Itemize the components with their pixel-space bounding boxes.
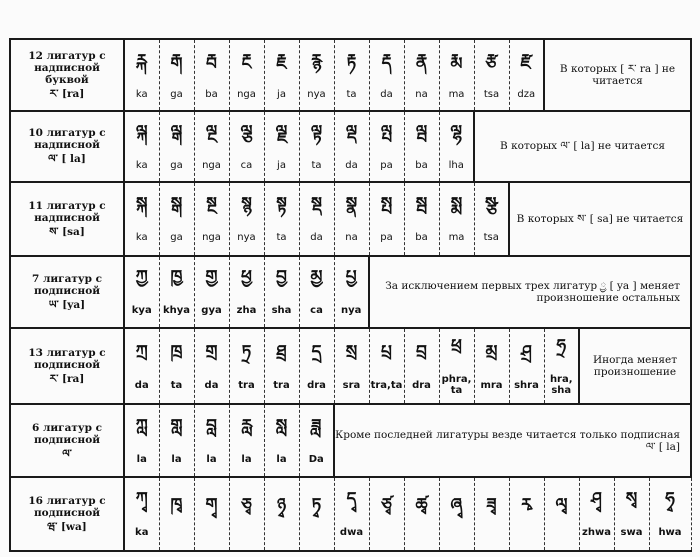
ligature-cell	[404, 182, 439, 256]
group-caption	[10, 182, 124, 256]
ligature-cell	[264, 111, 299, 181]
group-caption-text: 7 лигатур с подписной	[31, 272, 102, 297]
ligature-cell	[334, 182, 369, 256]
ligature-glyph: ཟྭ	[486, 494, 497, 515]
ligature-reading: nya	[307, 88, 326, 100]
ligature-glyph: ལྐ	[135, 121, 148, 142]
ligature-glyph: ཀྲ	[135, 341, 148, 362]
ligature-cell	[159, 477, 194, 551]
ligature-reading: hra, sha	[549, 374, 573, 397]
ligature-glyph: རྣ	[415, 50, 428, 71]
ligature-cell	[194, 404, 229, 476]
ligature-glyph: ཧྭ	[665, 489, 675, 510]
ligature-cell	[334, 111, 369, 181]
ligature-glyph: རླ	[241, 416, 252, 437]
ligature-cell	[229, 328, 264, 404]
ligature-cell	[299, 39, 334, 111]
ligature-glyph: ཟླ	[311, 416, 322, 437]
ligature-glyph: སྭ	[625, 489, 638, 510]
group-caption	[10, 404, 124, 476]
ligature-glyph: ཉྭ	[276, 494, 287, 515]
ligature-cell	[264, 404, 299, 476]
ligature-glyph: ལྤ	[380, 121, 393, 142]
row-note: Иногда меняет произношение	[579, 328, 691, 404]
ligature-glyph: མྱ	[310, 267, 323, 288]
ligature-reading: nya	[237, 232, 256, 244]
ligature-cell	[474, 39, 509, 111]
ligature-cell	[649, 477, 691, 551]
ligature-glyph: རྦ	[206, 50, 217, 71]
ligature-cell	[299, 111, 334, 181]
ligature-row	[10, 256, 691, 328]
group-caption	[10, 477, 124, 551]
ligature-reading: tsa	[483, 88, 500, 100]
group-caption-text: 6 лигатур с подписной	[31, 421, 102, 446]
ligature-reading: nga	[237, 88, 256, 100]
ligature-reading: zha	[236, 305, 257, 317]
ligature-glyph: ལྔ	[205, 121, 218, 142]
ligature-reading: khya	[162, 305, 191, 317]
ligature-glyph: གྱ	[205, 267, 218, 288]
ligature-reading: ka	[135, 232, 148, 244]
ligature-reading: dwa	[339, 527, 364, 539]
ligature-reading: ba	[415, 159, 428, 171]
ligature-reading: ta	[311, 159, 322, 171]
ligature-cell	[369, 477, 404, 551]
ligature-cell	[334, 328, 369, 404]
ligature-glyph: ཪྐ	[136, 50, 147, 71]
ligature-cell	[194, 111, 229, 181]
row-note: Кроме последней лигатуры везде читается только подписная ལ་ [ la]	[334, 404, 691, 476]
ligature-glyph: བྱ	[276, 267, 287, 288]
ligature-reading: ja	[277, 159, 286, 171]
ligature-reading: tsa	[483, 232, 499, 244]
ligature-glyph: པྲ	[381, 341, 392, 362]
ligature-reading: ja	[277, 88, 286, 100]
ligature-glyph: ཙྭ	[381, 494, 392, 515]
ligature-cell	[509, 39, 544, 111]
ligature-reading: ka	[135, 527, 149, 539]
ligature-cell	[194, 328, 229, 404]
ligature-glyph: སྦ	[415, 194, 428, 215]
ligature-reading: ga	[170, 88, 183, 100]
ligature-reading: pa	[380, 232, 393, 244]
ligature-cell	[369, 328, 404, 404]
ligature-cell	[439, 328, 474, 404]
ligature-cell	[579, 477, 614, 551]
ligature-glyph: རྒ	[170, 50, 183, 71]
ligature-glyph: སྙ	[241, 194, 252, 215]
ligature-reading: da	[310, 232, 323, 244]
ligature-reading: zhwa	[582, 527, 611, 539]
row-note: В которых ལ་ [ la] не читается	[474, 111, 691, 181]
ligature-reading: nga	[202, 232, 221, 244]
ligature-cell	[404, 39, 439, 111]
ligature-reading: la	[276, 454, 287, 466]
ligature-row	[10, 182, 691, 256]
ligature-cell	[299, 404, 334, 476]
ligature-row	[10, 39, 691, 111]
ligature-cell	[159, 182, 194, 256]
group-caption-text: 16 лигатур с подписной	[28, 494, 106, 519]
ligature-cell	[229, 256, 264, 328]
ligature-cell	[509, 477, 544, 551]
ligature-row	[10, 404, 691, 476]
ligature-reading: na	[415, 88, 428, 100]
ligature-glyph: ལྗ	[275, 121, 288, 142]
ligature-glyph: ལྟ	[310, 121, 323, 142]
ligature-reading: ga	[170, 159, 183, 171]
group-letter: ཡ་ [ya]	[48, 298, 86, 311]
ligature-cell	[124, 256, 159, 328]
ligature-cell	[299, 256, 334, 328]
ligature-reading: lha	[448, 159, 464, 171]
ligature-reading: da	[204, 379, 219, 391]
ligature-cell	[159, 328, 194, 404]
ligature-glyph: རྩ	[485, 50, 498, 71]
ligature-reading: ba	[205, 88, 218, 100]
ligature-glyph: རྔ	[241, 50, 252, 71]
ligature-cell	[264, 182, 299, 256]
ligature-glyph: ལྒ	[170, 121, 183, 142]
ligature-glyph: བྲ	[416, 341, 427, 362]
ligature-cell	[299, 182, 334, 256]
ligature-reading: sha	[271, 305, 292, 317]
ligature-glyph: རྭ	[521, 494, 532, 515]
ligature-cell	[194, 256, 229, 328]
ligature-row	[10, 111, 691, 181]
group-letter: ས་ [sa]	[49, 225, 85, 238]
ligature-reading: phra, ta	[441, 374, 472, 397]
ligature-reading: dra	[412, 379, 431, 391]
ligature-reading: ca	[240, 159, 253, 171]
ligature-reading: ma	[448, 232, 465, 244]
group-caption	[10, 256, 124, 328]
ligature-glyph: པྱ	[345, 267, 357, 288]
group-caption-text: 10 лигатур с надписной	[28, 127, 106, 152]
group-caption-text: 12 лигатур с надписной буквой	[28, 50, 106, 87]
ligature-glyph: ལྕ	[240, 121, 253, 142]
ligature-cell	[299, 477, 334, 551]
ligature-glyph: སྒ	[170, 194, 183, 215]
ligature-reading: la	[136, 454, 147, 466]
ligature-glyph: རྗ	[276, 50, 287, 71]
ligature-cell	[159, 256, 194, 328]
ligature-cell	[229, 182, 264, 256]
ligature-reading: dza	[517, 88, 536, 100]
ligature-glyph: གྲ	[205, 341, 218, 362]
ligature-reading: ta	[346, 88, 357, 100]
ligature-reading: da	[380, 88, 393, 100]
ligature-cell	[194, 182, 229, 256]
ligature-reading: da	[134, 379, 149, 391]
ligature-reading: Da	[308, 454, 324, 466]
ligature-cell	[229, 111, 264, 181]
ligature-glyph: བླ	[206, 416, 217, 437]
ligature-glyph: ལྡ	[345, 121, 358, 142]
group-caption-text: 13 лигатур с подписной	[28, 347, 106, 372]
ligature-glyph: ལྦ	[415, 121, 428, 142]
group-letter: ཝ་ [wa]	[47, 520, 87, 533]
ligature-reading: nga	[202, 159, 221, 171]
row-note: В которых [ ར་ ra ] не читается	[544, 39, 691, 111]
ligature-reading: hwa	[658, 527, 682, 539]
ligature-cell	[474, 182, 509, 256]
ligature-reading: ba	[415, 232, 428, 244]
ligature-reading: ka	[135, 159, 148, 171]
ligature-glyph: ལྭ	[555, 494, 568, 515]
ligature-glyph: དྭ	[346, 489, 357, 510]
ligature-reading: ta	[170, 379, 183, 391]
ligature-glyph: ཏྭ	[311, 494, 322, 515]
ligature-reading: ca	[310, 305, 323, 317]
ligature-cell	[159, 39, 194, 111]
ligature-glyph: ཚྭ	[415, 494, 428, 515]
group-letter: ར་ [ra]	[49, 88, 85, 101]
ligature-cell	[124, 477, 159, 551]
ligature-glyph: གླ	[170, 416, 183, 437]
ligature-cell	[124, 182, 159, 256]
ligature-cell	[439, 39, 474, 111]
ligature-reading: tra	[238, 379, 255, 391]
ligature-reading: pa	[380, 159, 393, 171]
ligature-glyph: གྭ	[205, 494, 218, 515]
ligature-glyph: ཀྭ	[135, 489, 148, 510]
group-letter: ལ་	[62, 447, 72, 460]
ligature-glyph: སྨ	[450, 194, 463, 215]
ligature-glyph: མྲ	[485, 341, 498, 362]
ligature-cell	[544, 328, 579, 404]
ligature-cell	[264, 328, 299, 404]
ligature-glyph: ཅྭ	[241, 494, 252, 515]
ligature-reading: ta	[276, 232, 287, 244]
ligature-cell	[369, 39, 404, 111]
ligature-cell	[124, 328, 159, 404]
ligature-glyph: རྫ	[520, 50, 533, 71]
ligature-cell	[124, 39, 159, 111]
ligature-reading: mra	[480, 379, 503, 391]
ligature-cell	[544, 477, 579, 551]
ligature-reading: tra,ta	[370, 379, 403, 391]
ligature-glyph: ཏྲ	[241, 341, 252, 362]
ligature-row	[10, 477, 691, 551]
ligature-glyph: རྡ	[381, 50, 392, 71]
ligature-cell	[194, 39, 229, 111]
ligature-cell	[509, 328, 544, 404]
ligature-cell	[264, 256, 299, 328]
ligature-glyph: ཁྱ	[170, 267, 183, 288]
ligature-glyph: སྲ	[345, 341, 358, 362]
ligature-reading: nya	[341, 305, 362, 317]
ligature-reading: la	[206, 454, 217, 466]
ligature-glyph: སྡ	[311, 194, 322, 215]
ligature-glyph: ཁྭ	[170, 494, 183, 515]
ligature-reading: ma	[448, 88, 465, 100]
ligature-cell	[614, 477, 649, 551]
ligature-glyph: རྨ	[450, 50, 463, 71]
ligature-cell	[334, 477, 369, 551]
ligature-glyph: སྣ	[345, 194, 358, 215]
ligature-reading: da	[345, 159, 358, 171]
group-caption	[10, 39, 124, 111]
ligature-cell	[369, 182, 404, 256]
ligature-glyph: སྟ	[276, 194, 287, 215]
row-note: За исключением первых трех лигатур ྱ [ ya ] меняет произношение остальных	[369, 256, 691, 328]
ligature-reading: shra	[514, 379, 539, 391]
ligature-cell	[229, 404, 264, 476]
ligature-reading: la	[171, 454, 182, 466]
ligature-glyph: སྤ	[380, 194, 393, 215]
ligature-cell	[404, 477, 439, 551]
ligature-glyph: ལྷ	[450, 121, 463, 142]
ligature-glyph: སྔ	[206, 194, 217, 215]
ligature-cell	[474, 477, 509, 551]
ligature-cell	[439, 111, 474, 181]
ligature-reading: gya	[201, 305, 222, 317]
ligature-cell	[334, 256, 369, 328]
ligature-reading: ga	[170, 232, 183, 244]
ligature-cell	[439, 477, 474, 551]
ligature-glyph: རྙ	[311, 50, 322, 71]
ligature-glyph: ཕྲ	[451, 336, 462, 357]
ligature-glyph: སླ	[275, 416, 288, 437]
ligature-glyph: ཀླ	[135, 416, 148, 437]
ligature-table	[9, 38, 692, 552]
ligature-cell	[229, 477, 264, 551]
ligature-reading: swa	[620, 527, 643, 539]
ligature-reading: sra	[342, 379, 361, 391]
ligature-glyph: ཤྭ	[591, 489, 602, 510]
ligature-glyph: ཞྭ	[450, 494, 463, 515]
ligature-cell	[264, 477, 299, 551]
ligature-reading: dra	[307, 379, 326, 391]
ligature-cell	[264, 39, 299, 111]
ligature-cell	[299, 328, 334, 404]
group-caption	[10, 111, 124, 181]
ligature-reading: na	[345, 232, 358, 244]
ligature-cell	[229, 39, 264, 111]
ligature-cell	[404, 111, 439, 181]
ligature-cell	[159, 404, 194, 476]
row-note: В которых ས་ [ sa] не читается	[509, 182, 691, 256]
ligature-reading: tra	[273, 379, 290, 391]
ligature-cell	[474, 328, 509, 404]
ligature-cell	[404, 328, 439, 404]
ligature-cell	[369, 111, 404, 181]
ligature-reading: kya	[131, 305, 152, 317]
group-letter: ར་ [ra]	[49, 373, 85, 386]
ligature-cell	[194, 477, 229, 551]
ligature-reading: ka	[135, 88, 148, 100]
group-letter: ལ་ [ la]	[48, 153, 86, 166]
ligature-glyph: ཁྲ	[170, 341, 183, 362]
ligature-cell	[124, 404, 159, 476]
ligature-glyph: སྐ	[136, 194, 148, 215]
ligature-row	[10, 328, 691, 404]
ligature-cell	[124, 111, 159, 181]
ligature-cell	[439, 182, 474, 256]
ligature-cell	[334, 39, 369, 111]
ligature-glyph: ཤྲ	[521, 341, 532, 362]
ligature-glyph: སྩ	[485, 194, 498, 215]
group-caption-text: 11 лигатур с надписной	[28, 199, 106, 224]
ligature-glyph: དྲ	[311, 341, 322, 362]
ligature-glyph: ཀྱ	[135, 267, 148, 288]
ligature-glyph: ཐྲ	[276, 341, 287, 362]
ligature-glyph: ཕྱ	[241, 267, 252, 288]
ligature-reading: la	[241, 454, 252, 466]
ligature-glyph: ཧྲ	[556, 336, 567, 357]
ligature-glyph: རྟ	[346, 50, 357, 71]
group-caption	[10, 328, 124, 404]
ligature-cell	[159, 111, 194, 181]
